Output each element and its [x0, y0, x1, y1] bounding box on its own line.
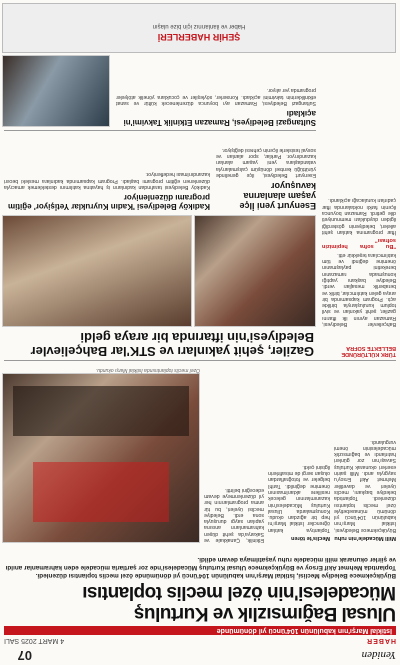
- main-column-3: [204, 365, 264, 543]
- main-column-1-text: Büyükçekmece Belediyesi, İstiklal Marşı'nın kabulünün 104'üncü yıl dönümü münasebetiyle özel meclis toplantısı düzenledi. Toplantıda belediye başkanı, meclis üyeleri ve davetliler Mehmet Akif Ersoy'u saygıyla andı. Milli şairin eserleri okunarak Kurtuluş Savaşı'nın zor günleri hatırlandı ve bağımsızlık mücadelesinin önemi vurgulandı.: [334, 438, 396, 533]
- story2-subhead: "Bu sofra hepimizin sofrası": [322, 237, 396, 250]
- main-subhead-2: Meclis'te tören: [291, 535, 330, 541]
- main-column-3-text: Etkinlik, Çanakkale ve Sakarya'da şehit düşen kahramanların anısına yapılan saygı duruşuyla sona erdi. Belediye meclisi üyeleri, bu tür anma programlarının her yıl düzenlenmeye devam edeceğini belirtti.: [204, 486, 264, 543]
- lower-divider: [4, 130, 316, 131]
- ad-text: Haber ve ilanlarınız için bize ulaşın: [152, 23, 246, 29]
- story5-photo: [2, 55, 110, 127]
- story5-block: [116, 46, 316, 127]
- story4-body: Kadıköy Belediyesi tarafından kadınların iş hayatına katılımını desteklemek amacıyla düzenlenen eğitim programı başladı. Program kapsamında kadınlara mesleki beceri kazandırılması hedefleniyor.: [4, 171, 210, 190]
- issue-date: 4 MART 2025 SALI: [4, 637, 65, 645]
- main-photo: [2, 373, 200, 543]
- photo-flag-banner: [33, 462, 169, 522]
- main-headline: Ulusal Bağımsızlık ve Kurtuluş Mücadelesi'nin özel meclis toplantısı: [82, 582, 396, 624]
- section-divider: [4, 360, 396, 361]
- main-column-2-text: Toplantıya katılan öğrenciler İstiklal Marşı'nı hep bir ağızdan okudu. Konuşmalarda Ulusal Kurtuluş Mücadelesi'nin kazanımlarının gelecek nesillere aktarılmasının önemine değinildi. Tarihî belgeler ve fotoğraflardan oluşan sergi de misafirlerin ilgisini çekti.: [268, 463, 330, 533]
- story2-kicker: TÜRK KÜLTÜRÜNDE: [341, 351, 396, 357]
- story4-block: [4, 140, 210, 211]
- story2-body-2: İftar programına katılan şehit aileleri, belediyenin gösterdiği ilgiden duydukları memnuniyeti dile getirdi. Ramazan boyunca ilçenin farklı noktalarında iftar çadırları kurulacağı açıklandı.: [322, 197, 396, 235]
- newspaper-brand-logo: Yeniden: [361, 649, 396, 661]
- story2-body: Bahçelievler Belediyesi, Ramazan ayının ilk iftarını gaziler, şehit yakınları ve sivil toplum kuruluşlarıyla birlikte açtı. Program kapsamında bir araya gelen katılımcılar, birlik ve beraberlik mesajları verdi. Belediye başkanı yaptığı konuşmada ramazanın bereketini paylaşmanın önemine değindi ve tüm katılımcılara teşekkür etti.: [322, 251, 396, 327]
- story2-photo-iftar: [2, 215, 192, 327]
- top-banner-strip: İstiklal Marşı'nın kabulünün 104'üncü yıl dönümünde: [4, 626, 396, 635]
- main-column-1: [334, 365, 396, 543]
- story3-headline: Esenyurt yeni İlçe yaşam alanlarına kavuşuyor: [239, 181, 316, 211]
- story3-block: [216, 118, 316, 211]
- section-bar: [4, 635, 396, 647]
- story4-headline: Kadıköy Belediyesi 'Kadın Kuyruklar Yeti̇şiyor' eğitim programı düzenleniyor: [8, 193, 210, 211]
- main-lead: Büyükçekmece Belediye Meclisi, İstiklal Marşı'nın kabulünün 104'üncü yıl dönümünde özel meclis toplantısı düzenledi. Toplantıda Mehmet Akif Ersoy ve Büyükçekmece Ulusal Kurtuluş Mücadelesi'nde zor şartlarla mücadele eden kahramanlar anıldı ve şiirler okunarak milli mücadele ruhu yaşatılmaya devam edildi.: [5, 556, 396, 579]
- main-photo-caption: Özel meclis toplantısında İstiklal Marşı okundu.: [95, 367, 200, 373]
- story2-kicker-block: [316, 345, 396, 357]
- story2-photo: [194, 215, 316, 327]
- story2-headline: Gaziler, şehit yakınları ve STK'lar Bahçelievler Belediyesi'nin iftarında bir araya geldi: [30, 330, 314, 359]
- story5-body: Sultangazi Belediyesi, Ramazan ayı boyunca düzenlenecek kültür ve sanat etkinliklerinin takvimini açıkladı. Konserler, söyleşiler ve çocuklara yönelik atölyeler programda yer alıyor.: [116, 87, 316, 106]
- story2-kicker-2: BELLEKTE SOFRA: [346, 345, 396, 351]
- photo-audience: [13, 386, 189, 436]
- advertisement-box: [2, 3, 396, 53]
- ad-title: ŞEHİR HABERLERİ: [157, 32, 241, 42]
- story5-headline: Sultangazi Belediyesi, Ramazan Etkinlik Takvimi'ni açıkladı: [123, 109, 316, 127]
- story3-body: Esenyurt Belediyesi, ilçe genelinde yürüttüğü kentsel dönüşüm çalışmalarıyla vatandaşlara yeni yaşam alanları kazandırıyor. Parklar, spor alanları ve sosyal tesislerle ilçenin çehresi değişiyor.: [216, 146, 316, 178]
- section-label: HABER: [366, 637, 396, 645]
- main-subhead-1: Millî Mücadele'nin ruhu: [334, 535, 396, 541]
- page-number: 07: [17, 648, 32, 663]
- story2-column-1: [322, 137, 396, 327]
- main-column-2: [268, 365, 330, 543]
